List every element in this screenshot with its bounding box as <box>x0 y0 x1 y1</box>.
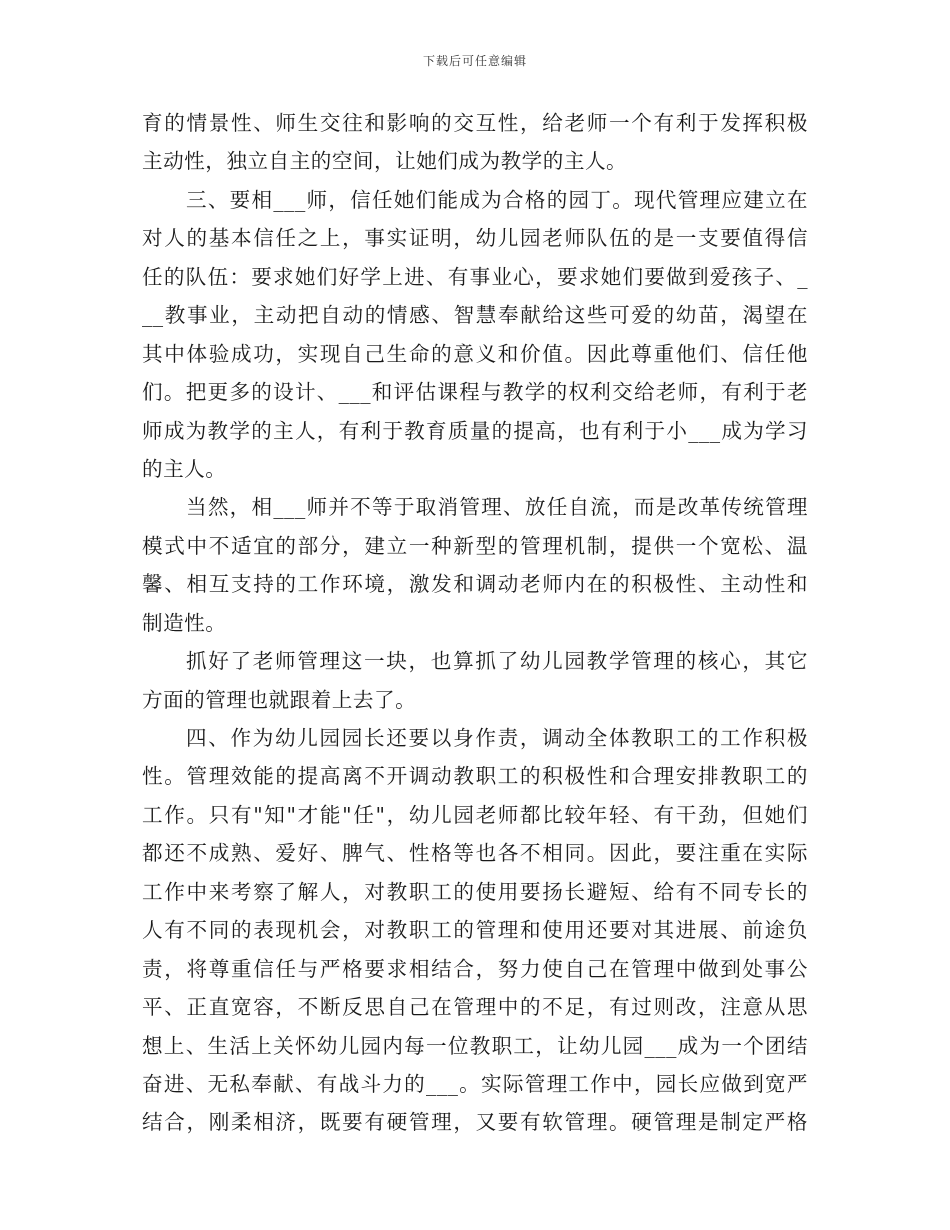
text-line: 主动性，独立自主的空间，让她们成为教学的主人。 <box>142 149 628 174</box>
text-line: 三、要相___师，信任她们能成为合格的园丁。现代管理应建立在 <box>186 187 808 212</box>
text-line: 结合，刚柔相济，既要有硬管理，又要有软管理。硬管理是制定严格 <box>142 1110 808 1135</box>
text-line: 四、作为幼儿园园长还要以身作责，调动全体教职工的工作积极 <box>186 726 808 750</box>
text-line: 模式中不适宜的部分，建立一种新型的管理机制，提供一个宽松、温 <box>142 533 808 558</box>
text-line: 馨、相互支持的工作环境，激发和调动老师内在的积极性、主动性和 <box>142 572 808 597</box>
text-line: 对人的基本信任之上，事实证明，幼儿园老师队伍的是一支要值得信 <box>142 226 808 251</box>
text-line: 方面的管理也就跟着上去了。 <box>142 687 417 712</box>
text-line: 其中体验成功，实现自己生命的意义和价值。因此尊重他们、信任他 <box>142 341 808 366</box>
text-line: 工作。只有"知"才能"任"，幼儿园老师都比较年轻、有干劲，但她们 <box>142 802 808 827</box>
text-line: 们。把更多的设计、___和评估课程与教学的权利交给老师，有利于老 <box>142 380 808 405</box>
text-line: 师成为教学的主人，有利于教育质量的提高，也有利于小___成为学习 <box>142 418 808 443</box>
text-line: 性。管理效能的提高离不开调动教职工的积极性和合理安排教职工的 <box>142 764 808 789</box>
text-line: 抓好了老师管理这一块，也算抓了幼儿园教学管理的核心，其它 <box>186 649 808 674</box>
text-line: 平、正直宽容，不断反思自己在管理中的不足，有过则改，注意从思 <box>142 995 808 1020</box>
text-line: 育的情景性、师生交往和影响的交互性，给老师一个有利于发挥积极 <box>142 111 808 135</box>
text-line: 工作中来考察了解人，对教职工的使用要扬长避短、给有不同专长的 <box>142 879 808 904</box>
text-line: __教事业，主动把自动的情感、智慧奉献给这些可爱的幼苗，渴望在 <box>142 303 808 328</box>
document-body <box>142 104 808 1142</box>
text-line: 都还不成熟、爱好、脾气、性格等也各不相同。因此，要注重在实际 <box>142 841 808 866</box>
text-line: 任的队伍：要求她们好学上进、有事业心，要求她们要做到爱孩子、_ <box>142 264 808 289</box>
text-line: 奋进、无私奉献、有战斗力的___。实际管理工作中，园长应做到宽严 <box>142 1071 808 1096</box>
page-header: 下载后可任意编辑 <box>422 54 527 68</box>
text-line: 责，将尊重信任与严格要求相结合，努力使自己在管理中做到处事公 <box>142 956 808 981</box>
text-line: 的主人。 <box>142 456 227 481</box>
text-line: 当然，相___师并不等于取消管理、放任自流，而是改革传统管理 <box>186 495 808 520</box>
text-line: 制造性。 <box>142 610 227 635</box>
text-line: 人有不同的表现机会，对教职工的管理和使用还要对其进展、前途负 <box>142 918 808 943</box>
text-line: 想上、生活上关怀幼儿园内每一位教职工，让幼儿园___成为一个团结 <box>142 1033 808 1058</box>
